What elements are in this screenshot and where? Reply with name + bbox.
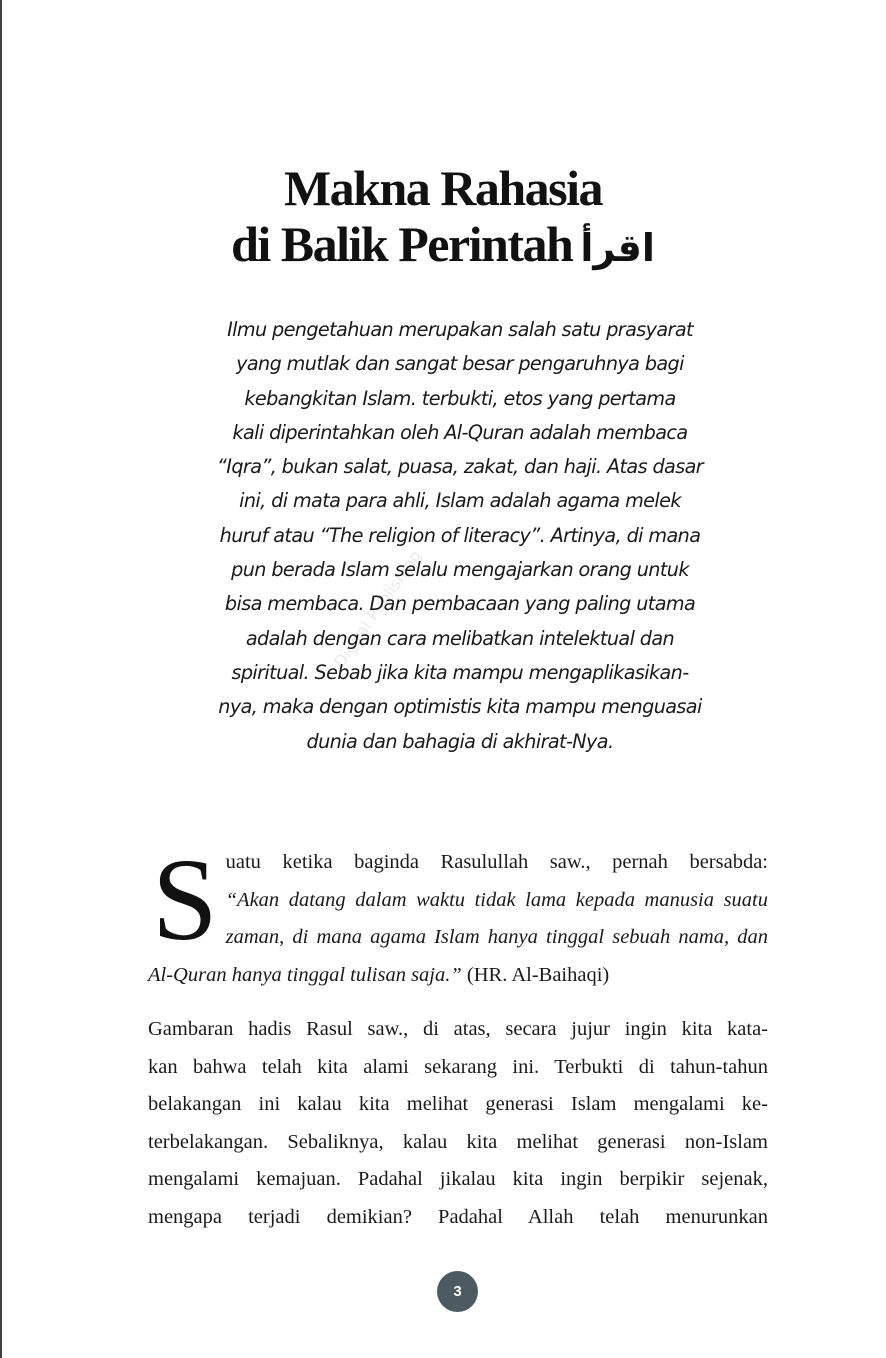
drop-cap: S bbox=[152, 834, 218, 965]
chapter-title-line-1: Makna Rahasia bbox=[283, 159, 603, 216]
page-number-badge: 3 bbox=[437, 1271, 478, 1312]
paragraph-line: terbelakangan. Sebaliknya, kalau kita melihat generasi non-Islam bbox=[148, 1130, 768, 1153]
abstract-line: Ilmu pengetahuan merupakan salah satu prasyarat bbox=[227, 318, 693, 341]
abstract-line: nya, maka dengan optimistis kita mampu menguasai bbox=[218, 695, 702, 719]
paragraph-line: mengalami kemajuan. Padahal jikalau kita ingin berpikir sejenak, bbox=[148, 1168, 768, 1190]
abstract-line: kali diperintahkan oleh Al-Quran adalah membaca bbox=[232, 420, 688, 444]
abstract-line: spiritual. Sebab jika kita mampu mengaplikasikan- bbox=[231, 660, 689, 684]
paragraph-line: Gambaran hadis Rasul saw., di atas, secara jujur ingin kita kata- bbox=[148, 1018, 768, 1040]
chapter-abstract bbox=[190, 313, 730, 759]
chapter-title-line-2: di Balik Perintah bbox=[231, 215, 573, 272]
hadith-quote-end: Al-Quran hanya tinggal tulisan saja.” bbox=[148, 963, 462, 986]
hadith-quote-line: zaman, di mana agama Islam hanya tinggal sebuah nama, dan bbox=[225, 926, 768, 948]
hadith-quote-line: “Akan datang dalam waktu tidak lama kepada manusia suatu bbox=[225, 888, 768, 911]
abstract-line: “Iqra”, bukan salat, puasa, zakat, dan haji. Atas dasar bbox=[216, 455, 704, 479]
abstract-line: adalah dengan cara melibatkan intelektual dan bbox=[245, 626, 675, 650]
abstract-line: ini, di mata para ahli, Islam adalah agama melek bbox=[239, 489, 681, 513]
paragraph-line: mengapa terjadi demikian? Padahal Allah telah menurunkan bbox=[148, 1205, 768, 1228]
abstract-line: kebangkitan Islam. terbukti, etos yang pertama bbox=[244, 386, 676, 410]
paragraph-line: uatu ketika baginda Rasulullah saw., pernah bersabda: bbox=[225, 851, 768, 873]
abstract-line: huruf atau “The religion of literacy”. Artinya, di mana bbox=[219, 523, 701, 547]
paragraph-line bbox=[148, 957, 768, 995]
abstract-line: bisa membaca. Dan pembacaan yang paling utama bbox=[224, 592, 696, 616]
chapter-title-arabic: اقرأ bbox=[580, 225, 655, 270]
paragraph-line: kan bahwa telah kita alami sekarang ini. Terbukti di tahun-tahun bbox=[148, 1055, 768, 1078]
abstract-line: pun berada Islam selalu mengajarkan orang untuk bbox=[231, 558, 689, 582]
abstract-line: yang mutlak dan sangat besar pengaruhnya bagi bbox=[236, 352, 684, 376]
watermark: Digital Publishing bbox=[330, 546, 426, 671]
body-paragraph-1 bbox=[148, 834, 768, 994]
abstract-line: dunia dan bahagia di akhirat-Nya. bbox=[306, 729, 614, 753]
chapter-title bbox=[0, 160, 886, 276]
body-paragraph-2 bbox=[148, 1011, 768, 1236]
hadith-citation: (HR. Al-Baihaqi) bbox=[461, 963, 610, 986]
paragraph-line: belakangan ini kalau kita melihat generasi Islam mengalami ke- bbox=[148, 1093, 768, 1115]
